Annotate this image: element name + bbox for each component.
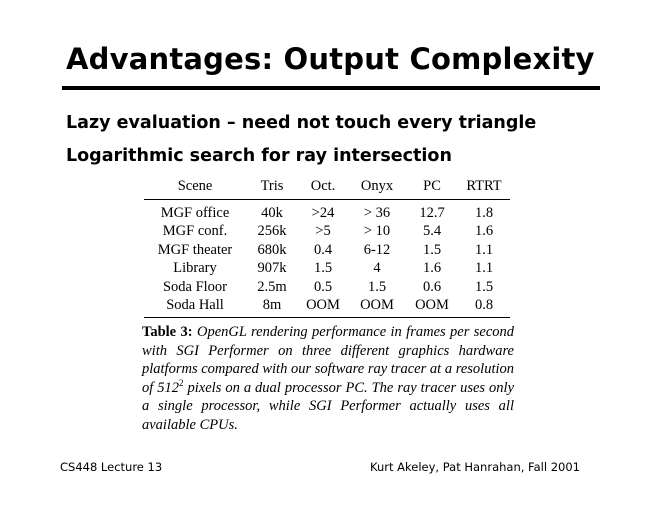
cell-scene: MGF theater — [157, 241, 233, 258]
slide-title: Advantages: Output Complexity — [66, 42, 595, 76]
cell-pc: 1.5 — [422, 241, 442, 258]
cell-pc: OOM — [406, 296, 458, 318]
cell-scene: Library — [173, 260, 217, 277]
table-figure — [140, 175, 520, 434]
caption-text-after: pixels on a dual processor PC. The ray tracer uses only a single processor, while SGI Performer actually uses all available CPUs. — [142, 379, 515, 433]
cell-scene: MGF conf. — [162, 223, 228, 240]
table-row — [144, 241, 510, 259]
cell-rtrt: 0.8 — [458, 296, 510, 318]
cell-pc: 12.7 — [419, 205, 445, 221]
header-onyx: Onyx — [348, 175, 406, 200]
header-scene: Scene — [144, 175, 246, 200]
bullet-lazy-evaluation: Lazy evaluation – need not touch every triangle — [66, 113, 537, 133]
cell-oct: >5 — [315, 223, 331, 240]
cell-pc: 0.6 — [422, 278, 442, 295]
cell-oct: OOM — [298, 296, 348, 318]
footer-authors: Kurt Akeley, Pat Hanrahan, Fall 2001 — [370, 460, 580, 474]
table-row — [144, 222, 510, 240]
cell-onyx: 6-12 — [363, 241, 391, 258]
cell-oct: 1.5 — [313, 260, 333, 277]
table-row — [144, 296, 510, 318]
cell-tris: 907k — [257, 260, 287, 277]
table-header-row — [144, 175, 510, 200]
cell-onyx: > 36 — [363, 205, 391, 221]
cell-tris: 40k — [261, 205, 283, 221]
header-pc: PC — [406, 175, 458, 200]
cell-rtrt: 1.5 — [474, 278, 494, 295]
cell-rtrt: 1.6 — [474, 223, 494, 240]
cell-tris: 256k — [257, 223, 287, 240]
table-row — [144, 278, 510, 296]
cell-pc: 5.4 — [422, 223, 442, 240]
cell-onyx: > 10 — [363, 223, 391, 240]
cell-rtrt: 1.8 — [474, 205, 494, 221]
performance-table — [144, 175, 510, 318]
caption-text-before: OpenGL rendering performance in frames per second with SGI Performer on three different graphics hardware platforms compared with our software ray tracer at a resolution of 512 — [142, 324, 515, 396]
cell-rtrt: 1.1 — [474, 260, 494, 277]
header-oct: Oct. — [298, 175, 348, 200]
cell-onyx: 1.5 — [367, 278, 387, 295]
cell-rtrt: 1.1 — [474, 241, 494, 258]
caption-superscript: 2 — [179, 377, 184, 388]
header-rtrt: RTRT — [458, 175, 510, 200]
table-row — [144, 259, 510, 277]
cell-scene: MGF office — [160, 205, 230, 221]
cell-tris: 680k — [257, 241, 287, 258]
cell-oct: >24 — [311, 205, 335, 221]
cell-tris: 8m — [246, 296, 298, 318]
footer-course: CS448 Lecture 13 — [60, 460, 163, 474]
table-row — [144, 200, 510, 223]
title-underline — [62, 86, 600, 90]
cell-scene: Soda Hall — [144, 296, 246, 318]
cell-pc: 1.6 — [422, 260, 442, 277]
cell-scene: Soda Floor — [162, 278, 228, 295]
table-caption — [142, 323, 514, 434]
caption-label: Table 3: — [142, 324, 193, 341]
cell-oct: 0.5 — [313, 278, 333, 295]
cell-oct: 0.4 — [313, 241, 333, 258]
bullet-logarithmic-search: Logarithmic search for ray intersection — [66, 146, 452, 166]
cell-tris: 2.5m — [257, 278, 287, 295]
cell-onyx: OOM — [348, 296, 406, 318]
cell-onyx: 4 — [373, 260, 381, 277]
header-tris: Tris — [246, 175, 298, 200]
